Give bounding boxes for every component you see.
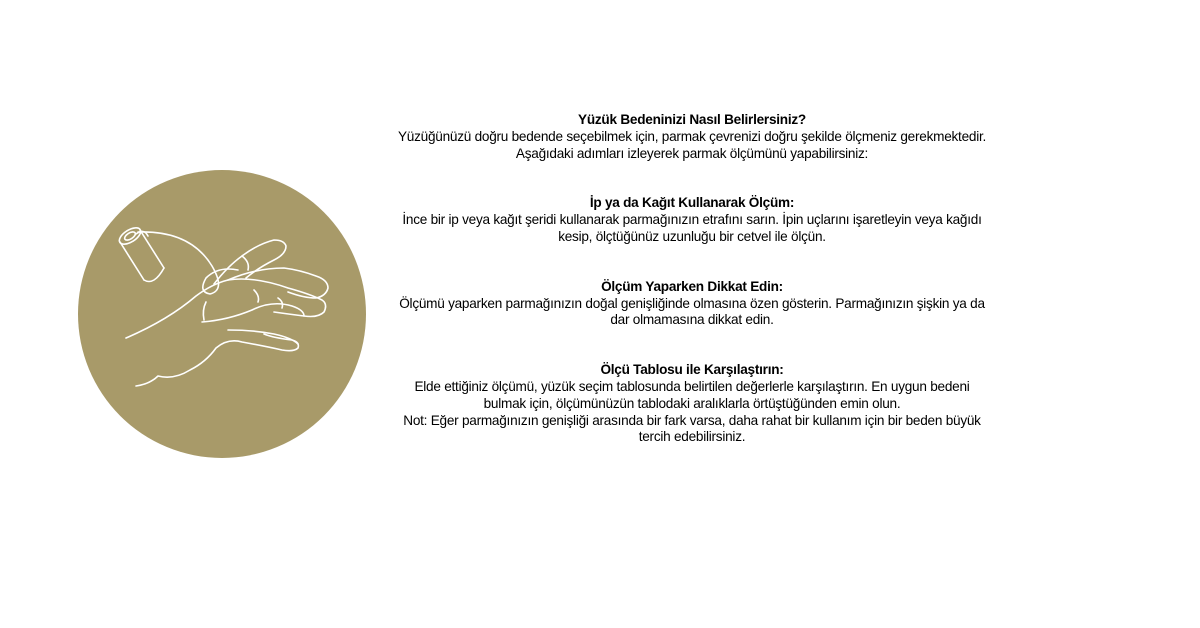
step-title: Ölçü Tablosu ile Karşılaştırın:	[600, 362, 784, 378]
intro-section	[382, 112, 1002, 162]
step-line: bulmak için, ölçümünüzün tablodaki aralıklarla örtüştüğünden emin olun.	[483, 395, 901, 411]
step-section-attention	[382, 279, 1002, 329]
ring-size-guide	[382, 112, 1002, 446]
step-line: tercih edebilirsiniz.	[638, 429, 746, 445]
step-line: Ölçümü yaparken parmağınızın doğal genişliğinde olmasına özen gösterin. Parmağınızın şişkin ya da	[399, 295, 985, 311]
guide-title: Yüzük Bedeninizi Nasıl Belirlersiniz?	[578, 112, 806, 127]
ring-size-illustration	[78, 170, 366, 458]
intro-line: Yüzüğünüzü doğru bedende seçebilmek için, parmak çevrenizi doğru şekilde ölçmeniz gerekmektedir.	[397, 128, 987, 144]
step-line: Elde ettiğiniz ölçümü, yüzük seçim tablosunda belirtilen değerlerle karşılaştırın. En uygun bedeni	[414, 378, 970, 394]
step-section-thread	[382, 195, 1002, 245]
intro-line: Aşağıdaki adımları izleyerek parmak ölçümünü yapabilirsiniz:	[515, 145, 869, 161]
hand-measuring-finger-with-thread-icon	[78, 170, 366, 458]
step-section-compare	[382, 362, 1002, 446]
step-line: İnce bir ip veya kağıt şeridi kullanarak parmağınızın etrafını sarın. İpin uçlarını işaretleyin veya kağıdı	[402, 212, 982, 228]
step-title: Ölçüm Yaparken Dikkat Edin:	[601, 278, 783, 294]
step-line: Not: Eğer parmağınızın genişliği arasında bir fark varsa, daha rahat bir kullanım için bir beden büyük	[403, 412, 981, 428]
step-line: dar olmamasına dikkat edin.	[610, 312, 774, 328]
step-line: kesip, ölçtüğünüz uzunluğu bir cetvel ile ölçün.	[558, 228, 826, 244]
step-title: İp ya da Kağıt Kullanarak Ölçüm:	[589, 195, 795, 211]
